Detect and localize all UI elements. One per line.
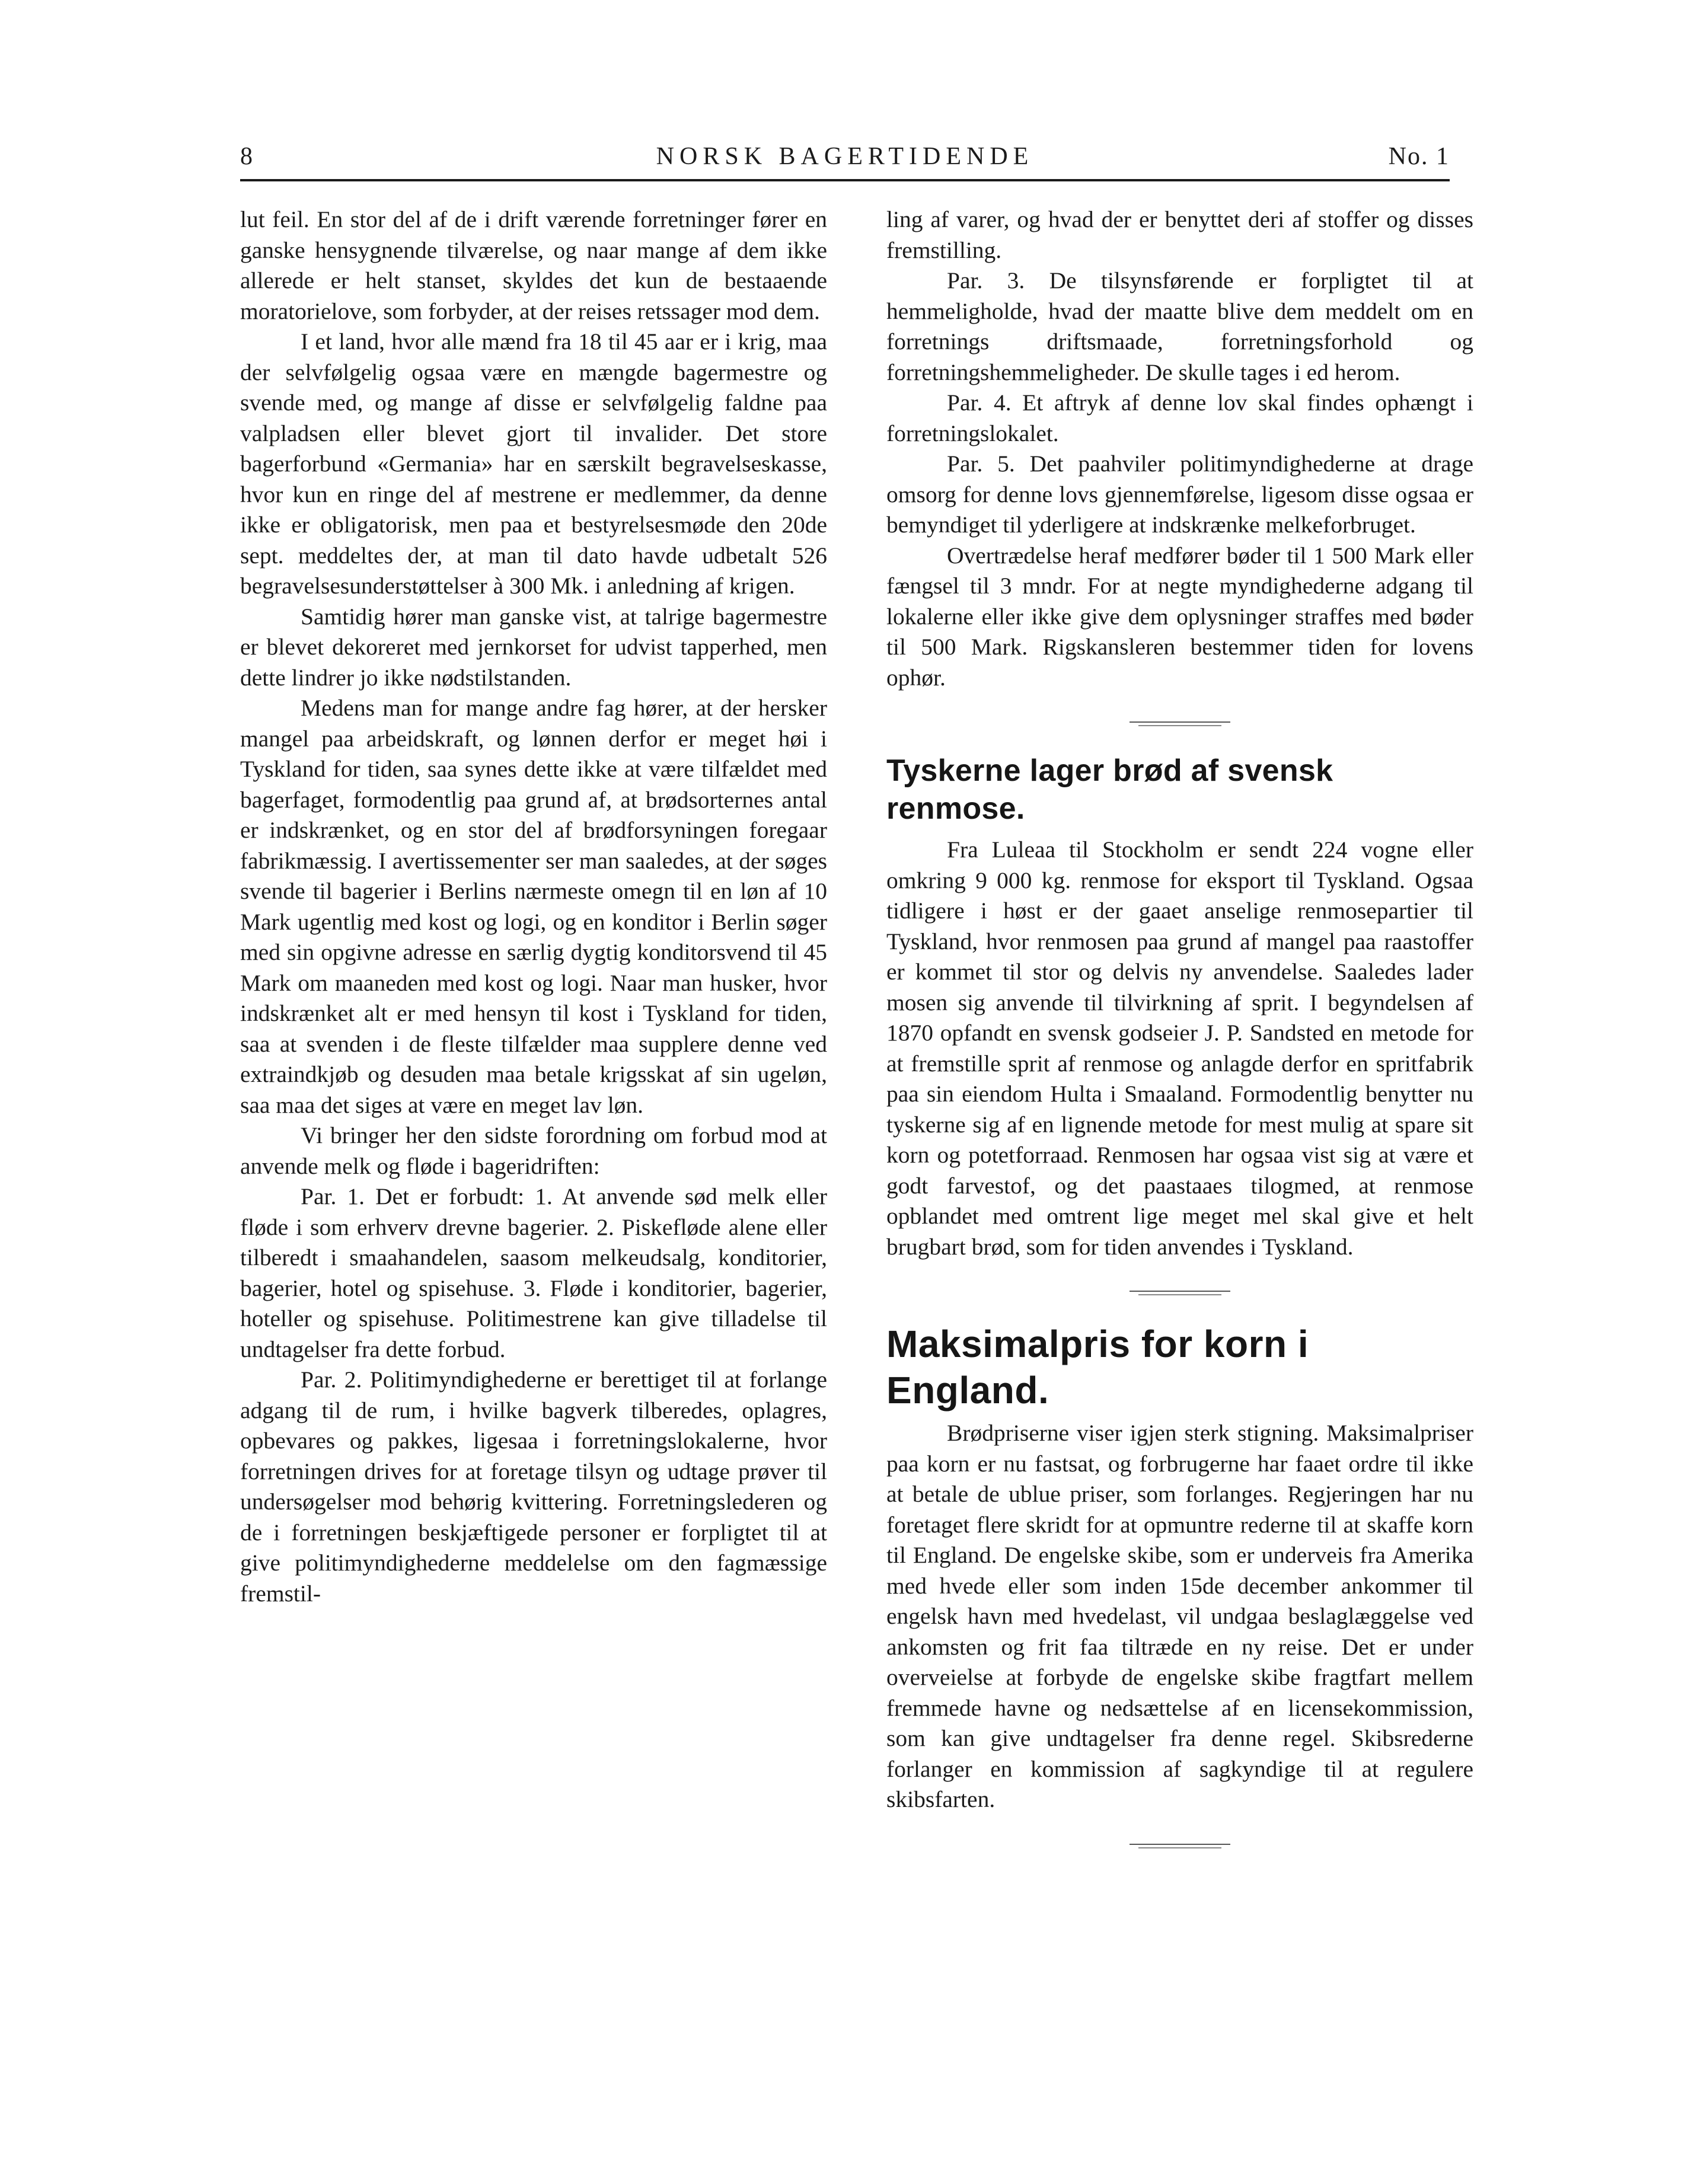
paragraph: Par. 4. Et aftryk af denne lov skal findes ophængt i forretningslokalet. [886,389,1473,446]
paragraph: Vi bringer her den sidste forordning om forbud mod at anvende melk og fløde i bageridriften: [240,1122,827,1179]
paragraph: Par. 1. Det er forbudt: 1. At anvende sød melk eller fløde i som erhverv drevne bagerier. 2. Piskefløde alene eller tilberedt i smaahandelen, saasom melkeudsalg, konditorier, bagerier, hotel og spisehuse. 3. Fløde i konditorier, bagerier, hoteller og spisehuse. Politimestrene kan give tilladelse til undtagelser fra dette forbud. [240,1183,827,1362]
right-column [886,205,1473,1874]
header-rule [240,179,1450,181]
section-divider [1130,1844,1230,1845]
paragraph: Medens man for mange andre fag hører, at der hersker mangel paa arbeidskraft, og lønnen derfor er meget høi i Tyskland for tiden, saa synes dette ikke at være tilfældet med bagerfaget, formodentlig paa grund af, at brødsorternes antal er indskrænket, og en stor del af brødforsyningen foregaar fabrikmæssig. I avertissementer ser man saaledes, at der søges svende til bagerier i Berlins nærmeste omegn til en løn af 10 Mark ugentlig med kost og logi, og en konditor i Berlin søger med sin opgivne adresse en særlig dygtig konditorsvend til 45 Mark om maaneden med kost og logi. Naar man husker, hvor indskrænket alt er med hensyn til kost i Tyskland for tiden, saa at svenden i de fleste tilfælder maa supplere denne ved extraindkjøb og desuden maa betale krigsskat af sin ugeløn, saa maa det siges at være en meget lav løn. [240,695,827,1118]
paragraph: Par. 5. Det paahviler politimyndighederne at drage omsorg for denne lovs gjennemførelse, ligesom disse ogsaa er bemyndiget til yderligere at indskrænke melkeforbruget. [886,451,1473,538]
paragraph: Samtidig hører man ganske vist, at talrige bagermestre er blevet dekoreret med jernkorset for udvist tapperhed, men dette lindrer jo ikke nødstilstanden. [240,603,827,691]
article-heading: Tyskerne lager brød af svensk renmose. [886,753,1333,826]
section-divider [1130,721,1230,723]
publication-title: NORSK BAGERTIDENDE [656,143,1034,170]
left-column [240,205,827,1609]
paragraph: lut feil. En stor del af de i drift værende forretninger fører en ganske hensygnende tilværelse, og naar mange af dem ikke allerede er helt stanset, skyldes det kun de bestaaende moratorielove, som forbyder, at der reises retssager mod dem. [240,206,827,324]
issue-number: No. 1 [1388,143,1450,170]
paragraph: Par. 3. De tilsynsførende er forpligtet til at hemmeligholde, hvad der maatte blive dem meddelt om en forretnings driftsmaade, forretningsforhold og forretningshemmeligheder. De skulle tages i ed herom. [886,267,1473,385]
paragraph: ling af varer, og hvad der er benyttet deri af stoffer og disses fremstilling. [886,206,1473,263]
article-heading: Maksimalpris for korn i England. [886,1323,1309,1412]
paragraph: I et land, hvor alle mænd fra 18 til 45 aar er i krig, maa der selvfølgelig ogsaa være en mængde bagermestre og svende med, og mange af disse er selvfølgelig faldne paa valpladsen eller blevet gjort til invalider. Det store bagerforbund «Germania» har en særskilt begravelseskasse, hvor kun en ringe del af mestrene er medlemmer, da denne ikke er obligatorisk, men paa et bestyrelsesmøde den 20de sept. meddeltes der, at man til dato havde udbetalt 526 begravelsesunderstøttelser à 300 Mk. i anledning af krigen. [240,328,827,599]
page-number: 8 [240,143,256,170]
section-divider [1130,1291,1230,1292]
page-header [240,135,1450,177]
paragraph: Fra Luleaa til Stockholm er sendt 224 vogne eller omkring 9 000 kg. renmose for eksport til Tyskland. Ogsaa tidligere i høst er der gaaet anselige renmosepartier til Tyskland, hvor renmosen paa grund af mangel paa raastoffer er kommet til stor og delvis ny anvendelse. Saaledes lader mosen sig anvende til tilvirkning af sprit. I begyndelsen af 1870 opfandt en svensk godseier J. P. Sandsted en metode for at fremstille sprit af renmose og anlagde derfor en spritfabrik paa sin eiendom Hulta i Smaaland. Formodentlig benytter nu tyskerne sig af en lignende metode for mest mulig at spare sit korn og potetforraad. Renmosen har ogsaa vist sig at være et godt farvestof, og det paastaaes tilogmed, at renmose opblandet med omtrent lige meget mel skal give et helt brugbart brød, som for tiden anvendes i Tyskland. [886,836,1473,1260]
paragraph: Brødpriserne viser igjen sterk stigning. Maksimalpriser paa korn er nu fastsat, og forbrugerne har faaet ordre til ikke at betale de ublue priser, som forlanges. Regjeringen har nu foretaget flere skridt for at opmuntre rederne til at skaffe korn til England. De engelske skibe, som er underveis fra Amerika med hvede eller som inden 15de december ankommer til engelsk havn med hvedelast, vil undgaa beslaglæggelse ved ankomsten og frit faa tiltræde en ny reise. Det er under overveielse at forbyde de engelske skibe fragtfart mellem fremmede havne og nedsættelse af en licensekommission, som kan give undtagelser fra denne regel. Skibsrederne forlanger en kommission af sagkyndige til at regulere skibsfarten. [886,1420,1473,1812]
paragraph: Overtrædelse heraf medfører bøder til 1 500 Mark eller fængsel til 3 mndr. For at negte myndighederne adgang til lokalerne eller ikke give dem oplysninger straffes med bøder til 500 Mark. Rigskansleren bestemmer tiden for lovens ophør. [886,542,1473,691]
paragraph: Par. 2. Politimyndighederne er berettiget til at forlange adgang til de rum, i hvilke bagverk tilberedes, oplagres, opbevares og pakkes, ligesaa i forretningslokalerne, hvor forretningen drives for at foretage tilsyn og udtage prøver til undersøgelser mod behørig kvittering. Forretningslederen og de i forretningen beskjæftigede personer er forpligtet til at give politimyndighederne meddelelse om den fagmæssige fremstil- [240,1366,827,1607]
